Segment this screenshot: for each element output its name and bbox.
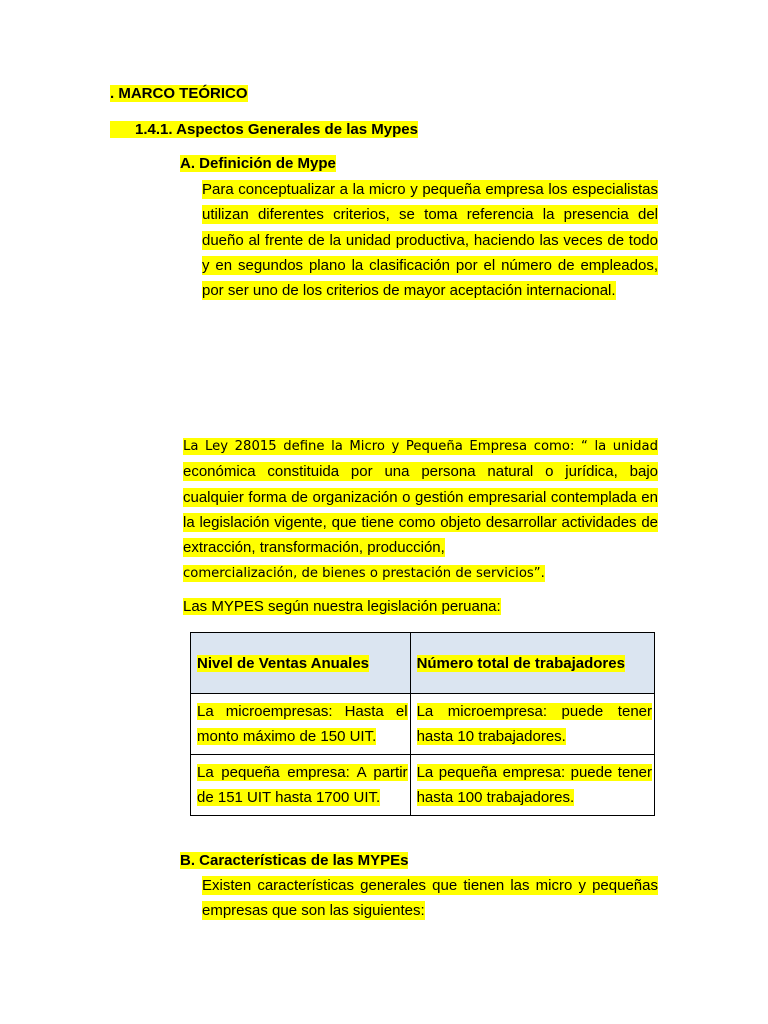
table-cell-text: La microempresa: puede tener hasta 10 trabajadores. <box>416 702 652 745</box>
table-cell-text: La microempresas: Hasta el monto máximo de 150 UIT. <box>197 702 408 745</box>
table-cell <box>191 694 411 755</box>
part-a-paragraph-text: Para conceptualizar a la micro y pequeña empresa los especialistas utilizan diferentes criterios, se toma referencia la presencia del dueño al frente de la unidad productiva, haciendo las veces de todo y en segundos plano la clasificación por el número de empleados, por ser uno de los criterios de mayor aceptación internacional. <box>202 181 658 300</box>
table-cell <box>191 755 411 816</box>
table-row <box>191 755 655 816</box>
subsection-title-text <box>110 121 418 138</box>
part-b-paragraph-text: Existen características generales que tienen las micro y pequeñas empresas que son las siguientes: <box>202 877 658 920</box>
section-title <box>110 85 248 103</box>
table-row <box>191 694 655 755</box>
part-b-heading-text: B. Características de las MYPEs <box>180 852 409 869</box>
table-cell <box>410 755 654 816</box>
ley-paragraph <box>183 433 658 587</box>
ley-paragraph-tail: comercialización, de bienes o prestación de servicios”. <box>183 566 545 582</box>
table-cell-text: La pequeña empresa: A partir de 151 UIT hasta 1700 UIT. <box>197 763 408 806</box>
table-header-sales: Nivel de Ventas Anuales <box>197 654 370 672</box>
table-cell <box>410 694 654 755</box>
table-header-cell <box>410 633 654 694</box>
ley-paragraph-body: económica constituida por una persona natural o jurídica, bajo cualquier forma de organización o gestión empresarial contemplada en la legislación vigente, que tiene como objeto desarrollar actividades de extracción, transformación, producción, <box>183 463 658 557</box>
ley-paragraph-lead: La Ley 28015 define la Micro y Pequeña Empresa como: “ la unidad <box>183 439 658 454</box>
table-header-cell <box>191 633 411 694</box>
table-header-row <box>191 633 655 694</box>
part-a-paragraph <box>202 177 658 303</box>
table-intro-text: Las MYPES según nuestra legislación peruana: <box>183 598 501 615</box>
table-cell-text: La pequeña empresa: puede tener hasta 100 trabajadores. <box>416 763 652 806</box>
subsection-title-label: 1.4.1. Aspectos Generales de las Mypes <box>135 121 418 138</box>
part-a-heading-text: A. Definición de Mype <box>180 155 336 172</box>
part-a-heading <box>180 155 336 173</box>
table-header-workers: Número total de trabajadores <box>416 654 625 672</box>
subsection-title <box>110 121 418 139</box>
part-b-paragraph <box>202 873 658 924</box>
mype-table <box>190 632 655 816</box>
table-intro <box>183 597 501 617</box>
section-title-text: . MARCO TEÓRICO <box>110 85 248 102</box>
part-b-heading <box>180 852 408 870</box>
